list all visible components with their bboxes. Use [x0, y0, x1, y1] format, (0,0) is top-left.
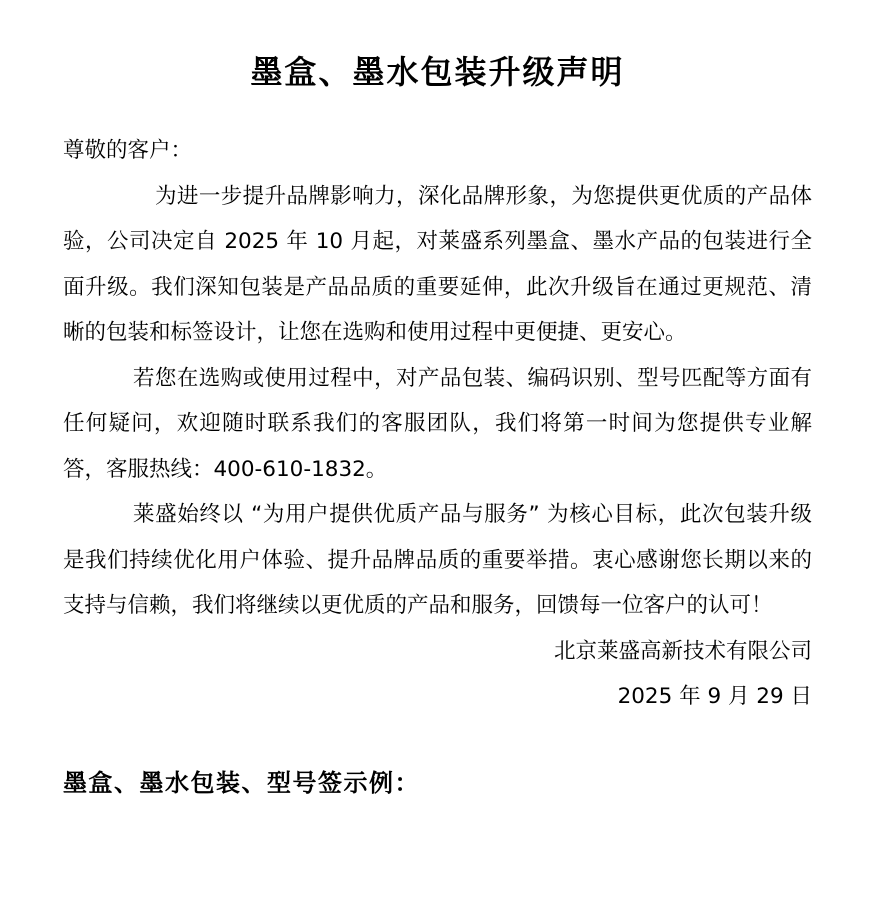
- body-paragraph-3: 莱盛始终以 “为用户提供优质产品与服务” 为核心目标，此次包装升级是我们持续优化用户体验、提升品牌品质的重要举措。衷心感谢您长期以来的支持与信赖，我们将继续以更优质的产品和服务，回馈每一位客户的认可！: [63, 502, 812, 618]
- body-paragraph-2: 若您在选购或使用过程中，对产品包装、编码识别、型号匹配等方面有任何疑问，欢迎随时联系我们的客服团队，我们将第一时间为您提供专业解答，客服热线：400-610-1832。: [63, 365, 812, 482]
- signature-date: 2025 年 9 月 29 日: [617, 684, 812, 709]
- salutation: 尊敬的客户：: [63, 138, 193, 163]
- body-paragraph-1: 为进一步提升品牌影响力，深化品牌形象，为您提供更优质的产品体验，公司决定自 2025 年 10 月起，对莱盛系列墨盒、墨水产品的包装进行全面升级。我们深知包装是产品品质的重要延伸，此次升级旨在通过更规范、清晰的包装和标签设计，让您在选购和使用过程中更便捷、更安心。: [63, 183, 812, 345]
- document-body: [63, 128, 812, 720]
- signature-company: 北京莱盛高新技术有限公司: [553, 638, 812, 664]
- section-heading: 墨盒、墨水包装、型号签示例：: [63, 768, 420, 797]
- document-title: 墨盒、墨水包装升级声明: [250, 53, 625, 91]
